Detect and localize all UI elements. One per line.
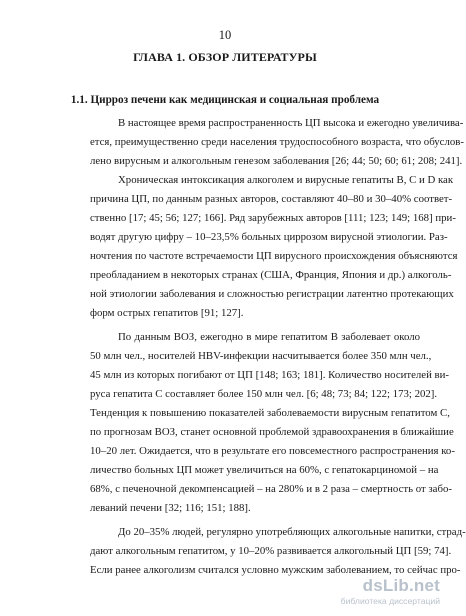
paragraph-4-line: дают алкогольным гепатитом, у 10–20% развивается алкогольный ЦП [59; 74]. bbox=[90, 545, 452, 557]
paragraph-3-line: руса гепатита С составляет более 150 млн чел. [6; 48; 73; 84; 122; 173; 202]. bbox=[90, 388, 438, 400]
watermark-subtitle: библиотека диссертаций bbox=[340, 596, 440, 606]
paragraph-4-line: Если ранее алкоголизм считался условно мужским заболеванием, то сейчас про- bbox=[90, 564, 461, 576]
section-title: 1.1. Цирроз печени как медицинская и социальная проблема bbox=[70, 94, 380, 106]
paragraph-2-line: ночтения по частоте встречаемости ЦП вирусного происхождения объясняются bbox=[90, 250, 458, 262]
paragraph-3-line: Тенденция к повышению показателей заболеваемости вирусным гепатитом С, bbox=[90, 407, 450, 419]
paragraph-3-line: По данным ВОЗ, ежегодно в мире гепатитом B заболевает около bbox=[118, 331, 420, 343]
paragraph-2-line: причина ЦП, по данным разных авторов, составляют 40–80 и 30–40% соответ- bbox=[90, 193, 453, 205]
paragraph-3-line: 45 млн из которых погибают от ЦП [148; 163; 181]. Количество носителей ви- bbox=[90, 369, 450, 381]
paragraph-3-line: по прогнозам ВОЗ, станет основной проблемой здравоохранения в ближайшие bbox=[90, 426, 454, 438]
paragraph-1-line: ется, преимущественно среди населения трудоспособного возраста, что обуслов- bbox=[90, 136, 464, 148]
paragraph-3-line: 68%, с печеночной декомпенсацией – на 280% и в 2 раза – смертность от забо- bbox=[90, 483, 452, 495]
watermark-logo: dsLib.net bbox=[362, 576, 440, 595]
page-number: 10 bbox=[218, 28, 232, 42]
paragraph-2-line: Хроническая интоксикация алкоголем и вирусные гепатиты B, C и D как bbox=[118, 174, 454, 186]
paragraph-2-line: форм острых гепатитов [91; 127]. bbox=[90, 307, 244, 319]
paragraph-1-line: В настоящее время распространенность ЦП высока и ежегодно увеличива- bbox=[118, 117, 464, 129]
paragraph-1-line: лено вирусным и алкогольным генезом заболевания [26; 44; 50; 60; 61; 208; 241]. bbox=[90, 155, 463, 167]
paragraph-3-line: личество больных ЦП может увеличиться на 60%, с гепатокарциномой – на bbox=[90, 464, 439, 476]
paragraph-3-line: 10–20 лет. Ожидается, что в результате его повсеместного распространения ко- bbox=[90, 445, 455, 457]
chapter-title: ГЛАВА 1. ОБЗОР ЛИТЕРАТУРЫ bbox=[133, 50, 317, 64]
paragraph-2-line: преобладанием в некоторых странах (США, Франция, Япония и др.) алкоголь- bbox=[90, 269, 452, 281]
watermark bbox=[312, 576, 440, 608]
paragraph-2-line: ственно [17; 45; 56; 127; 166]. Ряд зарубежных авторов [111; 123; 149; 168] при- bbox=[90, 212, 456, 224]
paragraph-2-line: ной этиологии заболевания и сложностью регистрации латентно протекающих bbox=[90, 288, 454, 300]
paragraph-3-line: 50 млн чел., носителей HBV-инфекции насчитывается более 350 млн чел., bbox=[90, 350, 432, 362]
paragraph-3-line: леваний печени [32; 116; 151; 188]. bbox=[90, 502, 251, 514]
paragraph-4-line: До 20–35% людей, регулярно употребляющих алкогольные напитки, страд- bbox=[118, 526, 466, 538]
paragraph-2-line: водят другую цифру – 10–23,5% больных циррозом вирусной этиологии. Раз- bbox=[90, 231, 448, 243]
